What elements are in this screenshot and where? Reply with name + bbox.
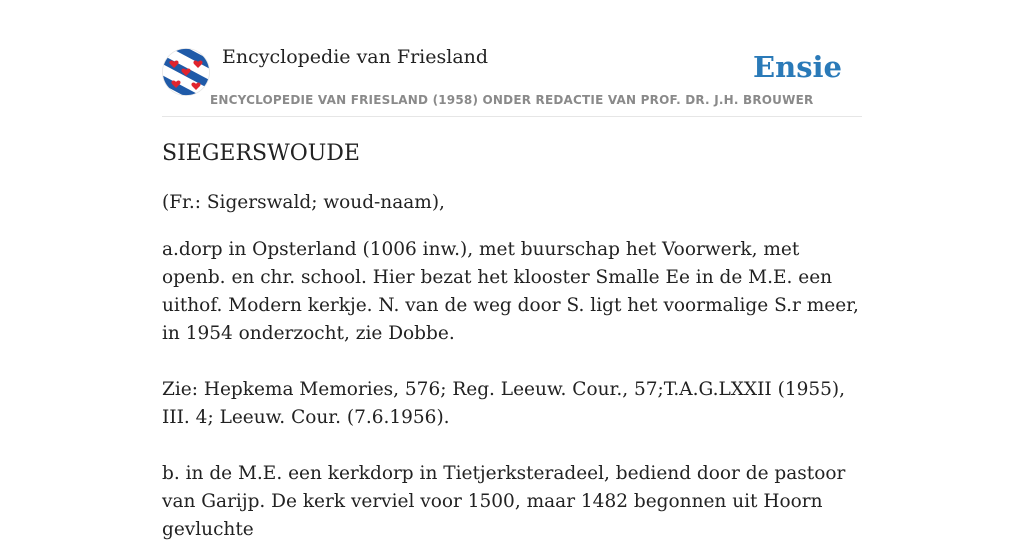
ensie-brand-link[interactable]: Ensie [753, 50, 842, 84]
entry-etymology: (Fr.: Sigerswald; woud-naam), [162, 192, 445, 213]
site-subtitle: ENCYCLOPEDIE VAN FRIESLAND (1958) ONDER REDACTIE VAN PROF. DR. J.H. BROUWER [210, 93, 814, 107]
site-header [162, 46, 862, 117]
entry-body: a.dorp in Opsterland (1006 inw.), met buurschap het Voorwerk, met openb. en chr. school. Hier bezat het klooster Smalle Ee in de M.E. een uithof. Modern kerkje. N. van de weg door S. ligt het voormalige S.r meer, in 1954 onderzocht, zie Dobbe. Zie: Hepkema Memories, 576; Reg. Leeuw. Cour., 57;T.A.G.LXXII (1955), III. 4; Leeuw. Cour. (7.6.1956). b. in de M.E. een kerkdorp in Tietjerksteradeel, bediend door de pastoor van Garijp. De kerk verviel voor 1500, maar 1482 begonnen uit Hoorn gevluchte [162, 239, 859, 540]
site-title-link[interactable]: Encyclopedie van Friesland [222, 46, 489, 68]
entry-content [162, 138, 866, 544]
frisian-flag-icon[interactable] [162, 48, 210, 96]
entry-title: SIEGERSWOUDE [162, 141, 360, 166]
